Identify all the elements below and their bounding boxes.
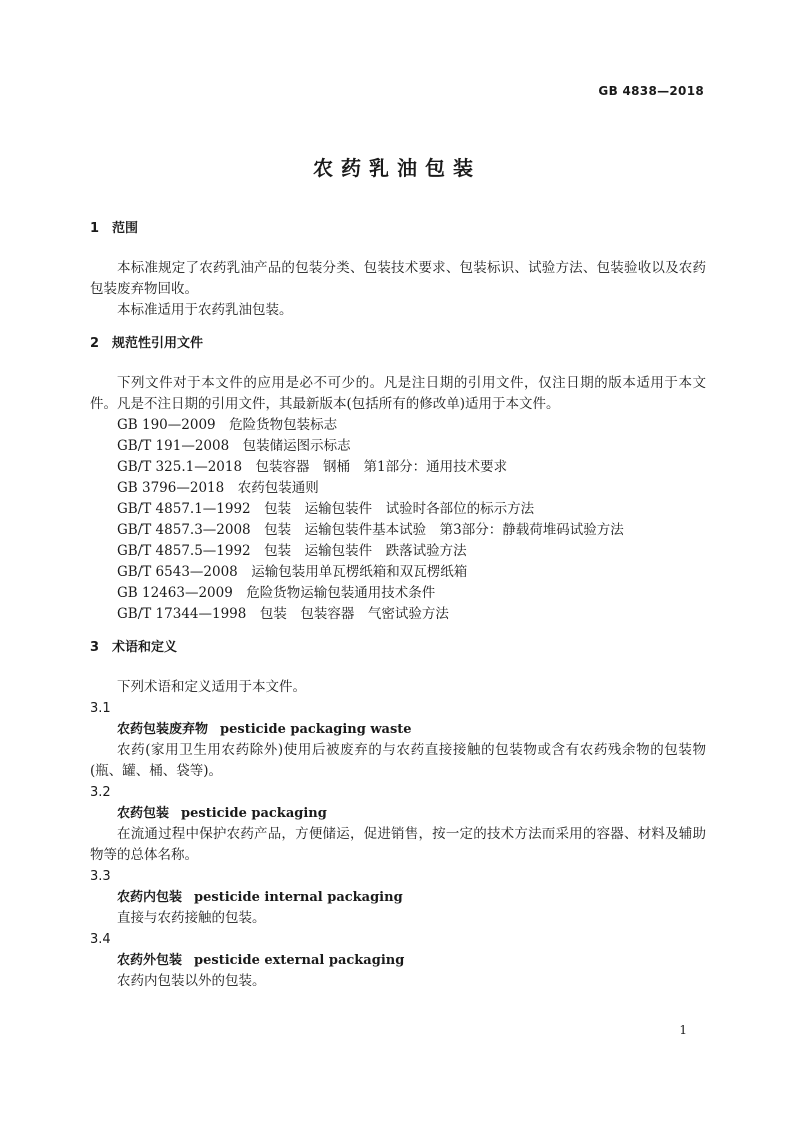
document-body (90, 218, 706, 992)
term-cn: 农药包装 (117, 806, 170, 821)
term-cn: 农药内包装 (117, 890, 183, 905)
term-en: pesticide internal packaging (194, 890, 403, 905)
scope-paragraph: 本标准适用于农药乳油包装。 (117, 302, 293, 318)
page-number: 1 (679, 1023, 687, 1037)
standard-code: GB 4838—2018 (598, 84, 704, 98)
terms-intro: 下列术语和定义适用于本文件。 (117, 679, 306, 695)
section-title: 范围 (112, 221, 139, 236)
term-heading (90, 719, 706, 740)
term-number: 3.3 (90, 869, 111, 884)
scope-paragraph: 本标准规定了农药乳油产品的包装分类、包装技术要求、包装标识、试验方法、包装验收以及农药包装废弃物回收。 (90, 260, 706, 297)
term-number: 3.2 (90, 785, 111, 800)
section-title: 术语和定义 (112, 640, 178, 655)
references-intro: 下列文件对于本文件的应用是必不可少的。凡是注日期的引用文件，仅注日期的版本适用于本文件。凡是不注日期的引用文件，其最新版本(包括所有的修改单)适用于本文件。 (90, 375, 706, 412)
term-definition: 农药内包装以外的包装。 (117, 973, 266, 989)
reference-item: GB/T 6543—2008 运输包装用单瓦楞纸箱和双瓦楞纸箱 (117, 564, 468, 580)
section-number: 2 (90, 336, 100, 351)
section-heading-normative-references (90, 333, 706, 355)
reference-item: GB 12463—2009 危险货物运输包装通用技术条件 (117, 585, 436, 601)
term-number: 3.4 (90, 932, 111, 947)
reference-item: GB/T 4857.3—2008 包装 运输包装件基本试验 第3部分：静载荷堆码试验方法 (117, 522, 624, 538)
term-en: pesticide external packaging (194, 953, 405, 968)
term-number: 3.1 (90, 701, 111, 716)
term-heading (90, 887, 706, 908)
reference-item: GB/T 4857.1—1992 包装 运输包装件 试验时各部位的标示方法 (117, 501, 535, 517)
reference-item: GB 3796—2018 农药包装通则 (117, 480, 319, 496)
term-definition: 农药(家用卫生用农药除外)使用后被废弃的与农药直接接触的包装物或含有农药残余物的包装物(瓶、罐、桶、袋等)。 (90, 742, 706, 779)
term-cn: 农药包装废弃物 (117, 722, 209, 737)
reference-item: GB/T 325.1—2018 包装容器 钢桶 第1部分：通用技术要求 (117, 459, 508, 475)
section-title: 规范性引用文件 (112, 336, 204, 351)
term-en: pesticide packaging (181, 806, 327, 821)
term-definition: 在流通过程中保护农药产品，方便储运，促进销售，按一定的技术方法而采用的容器、材料及辅助物等的总体名称。 (90, 826, 706, 863)
section-heading-terms (90, 637, 706, 659)
reference-item: GB/T 17344—1998 包装 包装容器 气密试验方法 (117, 606, 449, 622)
section-heading-scope (90, 218, 706, 240)
term-en: pesticide packaging waste (220, 722, 412, 737)
section-number: 3 (90, 640, 100, 655)
reference-item: GB 190—2009 危险货物包装标志 (117, 417, 338, 433)
reference-item: GB/T 191—2008 包装储运图示标志 (117, 438, 351, 454)
term-heading (90, 803, 706, 824)
term-cn: 农药外包装 (117, 953, 183, 968)
document-title: 农药乳油包装 (313, 156, 481, 180)
reference-item: GB/T 4857.5—1992 包装 运输包装件 跌落试验方法 (117, 543, 467, 559)
term-definition: 直接与农药接触的包装。 (117, 910, 266, 926)
section-number: 1 (90, 221, 100, 236)
term-heading (90, 950, 706, 971)
